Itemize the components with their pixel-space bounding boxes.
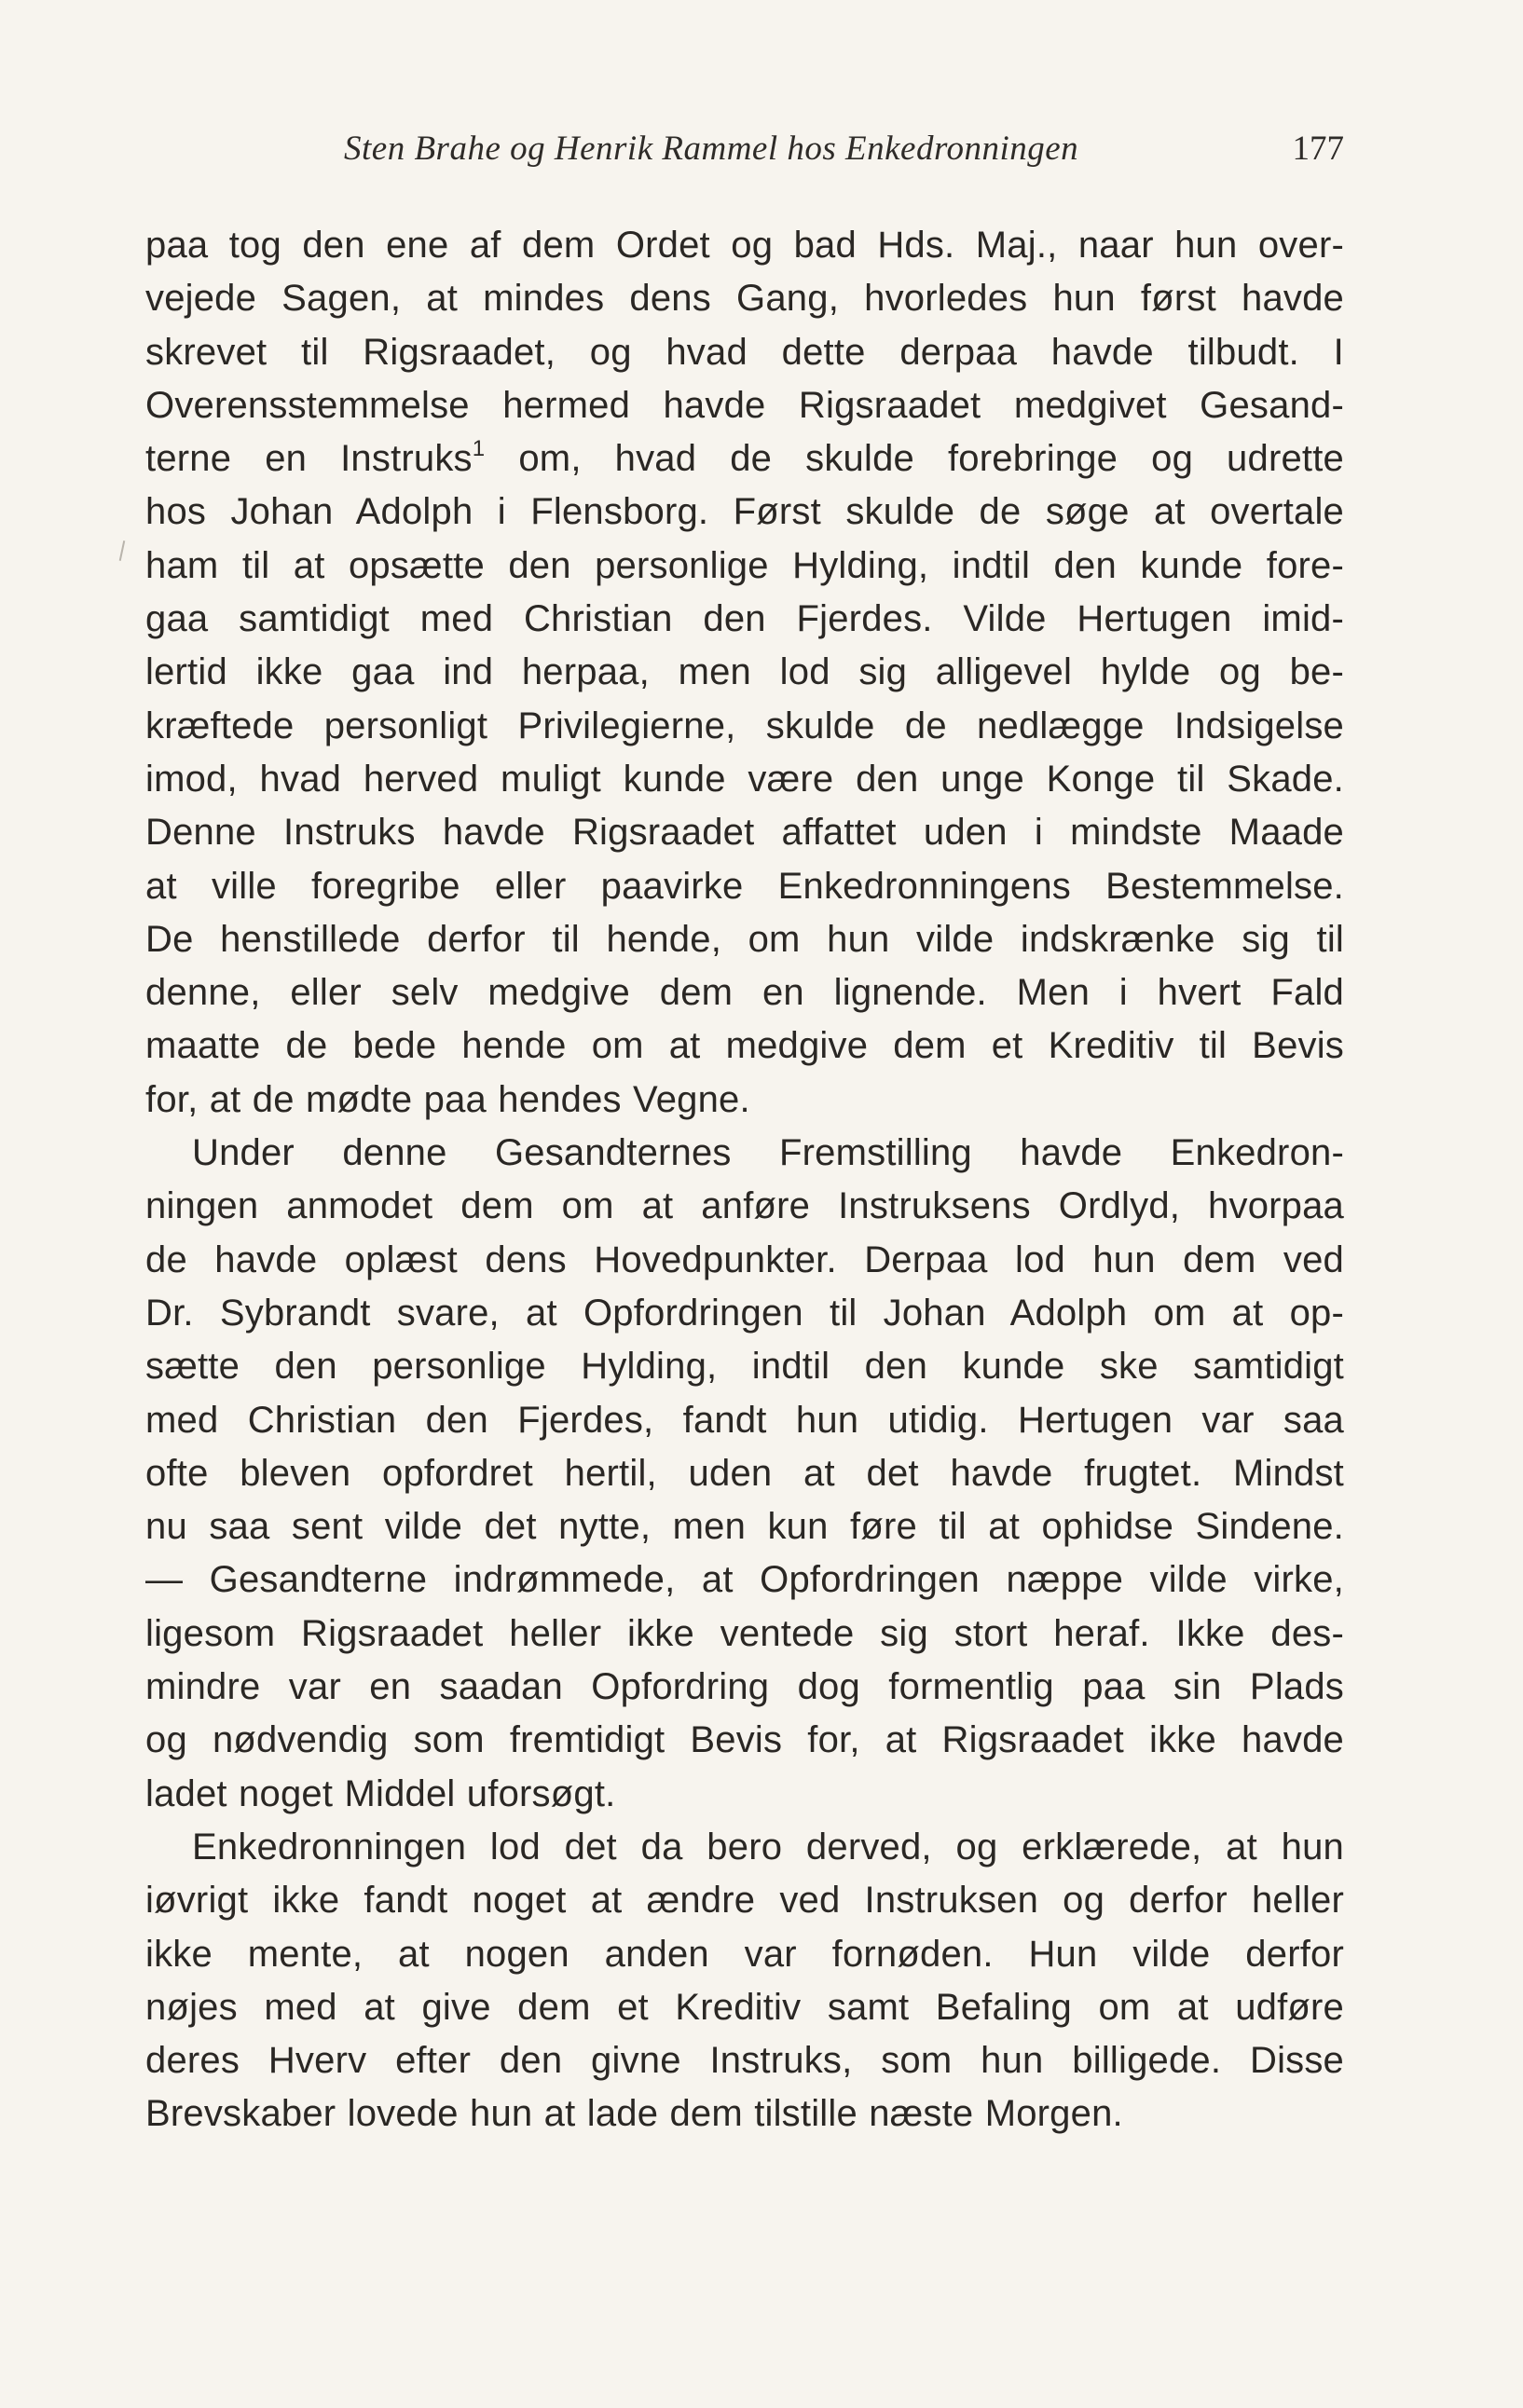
text-line: ningen anmodet dem om at anføre Instruksens Ordlyd, hvorpaa <box>145 1185 1344 1227</box>
running-title: Sten Brahe og Henrik Rammel hos Enkedronningen <box>344 130 1079 168</box>
text-line: — Gesandterne indrømmede, at Opfordringen næppe vilde virke, <box>145 1559 1344 1601</box>
text-line: lertid ikke gaa ind herpaa, men lod sig alligevel hylde og be- <box>145 651 1344 693</box>
text-line: kræftede personligt Privilegierne, skulde de nedlægge Indsigelse <box>145 705 1344 746</box>
text-line: de havde oplæst dens Hovedpunkter. Derpaa lod hun dem ved <box>145 1238 1344 1280</box>
text-line: for, at de mødte paa hendes Vegne. <box>145 1078 750 1120</box>
text-line: gaa samtidigt med Christian den Fjerdes. Vilde Hertugen imid- <box>145 598 1344 640</box>
text-line: ham til at opsætte den personlige Hylding, indtil den kunde fore- <box>145 544 1344 586</box>
running-head <box>145 129 1344 185</box>
text-line: skrevet til Rigsraadet, og hvad dette derpaa havde tilbudt. I <box>145 331 1344 373</box>
text-line: Overensstemmelse hermed havde Rigsraadet medgivet Gesand- <box>145 384 1344 426</box>
text-line: sætte den personlige Hylding, indtil den kunde ske samtidigt <box>145 1346 1344 1388</box>
body-text <box>145 219 1344 2141</box>
text-line: denne, eller selv medgive dem en lignende. Men i hvert Fald <box>145 972 1344 1014</box>
text-line: maatte de bede hende om at medgive dem et Kreditiv til Bevis <box>145 1025 1344 1067</box>
text-line: og nødvendig som fremtidigt Bevis for, at Rigsraadet ikke havde <box>145 1719 1344 1761</box>
text-fragment: terne en Instruks <box>145 438 473 480</box>
text-line: mindre var en saadan Opfordring dog formentlig paa sin Plads <box>145 1666 1344 1708</box>
text-line: ligesom Rigsraadet heller ikke ventede sig stort heraf. Ikke des- <box>145 1612 1344 1654</box>
text-line: De henstillede derfor til hende, om hun vilde indskrænke sig til <box>145 918 1344 960</box>
text-line: paa tog den ene af dem Ordet og bad Hds. Maj., naar hun over- <box>145 225 1344 266</box>
text-line: imod, hvad herved muligt kunde være den unge Konge til Skade. <box>145 758 1344 800</box>
text-line: nøjes med at give dem et Kreditiv samt Befaling om at udføre <box>145 1986 1344 2028</box>
text-line: Enkedronningen lod det da bero derved, og erklærede, at hun <box>192 1826 1344 1868</box>
margin-mark <box>119 540 126 561</box>
text-line: ladet noget Middel uforsøgt. <box>145 1772 616 1814</box>
text-line: hos Johan Adolph i Flensborg. Først skulde de søge at overtale <box>145 491 1344 533</box>
text-fragment: om, hvad de skulde forebringe og udrette <box>485 438 1344 480</box>
text-line: ofte bleven opfordret hertil, uden at det havde frugtet. Mindst <box>145 1452 1344 1494</box>
footnote-reference[interactable]: 1 <box>472 436 486 462</box>
text-line: at ville foregribe eller paavirke Enkedronningens Bestemmelse. <box>145 865 1344 907</box>
text-line: Denne Instruks havde Rigsraadet affattet uden i mindste Maade <box>145 812 1344 854</box>
text-line: med Christian den Fjerdes, fandt hun utidig. Hertugen var saa <box>145 1399 1344 1441</box>
page-number: 177 <box>1292 130 1344 168</box>
text-line: iøvrigt ikke fandt noget at ændre ved Instruksen og derfor heller <box>145 1880 1344 1922</box>
text-line-with-footnote <box>145 432 1344 486</box>
text-line: Dr. Sybrandt svare, at Opfordringen til Johan Adolph om at op- <box>145 1292 1344 1334</box>
text-line: Under denne Gesandternes Fremstilling havde Enkedron- <box>192 1132 1344 1174</box>
text-line: ikke mente, at nogen anden var fornøden. Hun vilde derfor <box>145 1933 1344 1975</box>
text-line: deres Hverv efter den givne Instruks, som hun billigede. Disse <box>145 2040 1344 2082</box>
text-line: vejede Sagen, at mindes dens Gang, hvorledes hun først havde <box>145 278 1344 320</box>
text-line: nu saa sent vilde det nytte, men kun føre til at ophidse Sindene. <box>145 1506 1344 1548</box>
text-line: Brevskaber lovede hun at lade dem tilstille næste Morgen. <box>145 2093 1123 2135</box>
